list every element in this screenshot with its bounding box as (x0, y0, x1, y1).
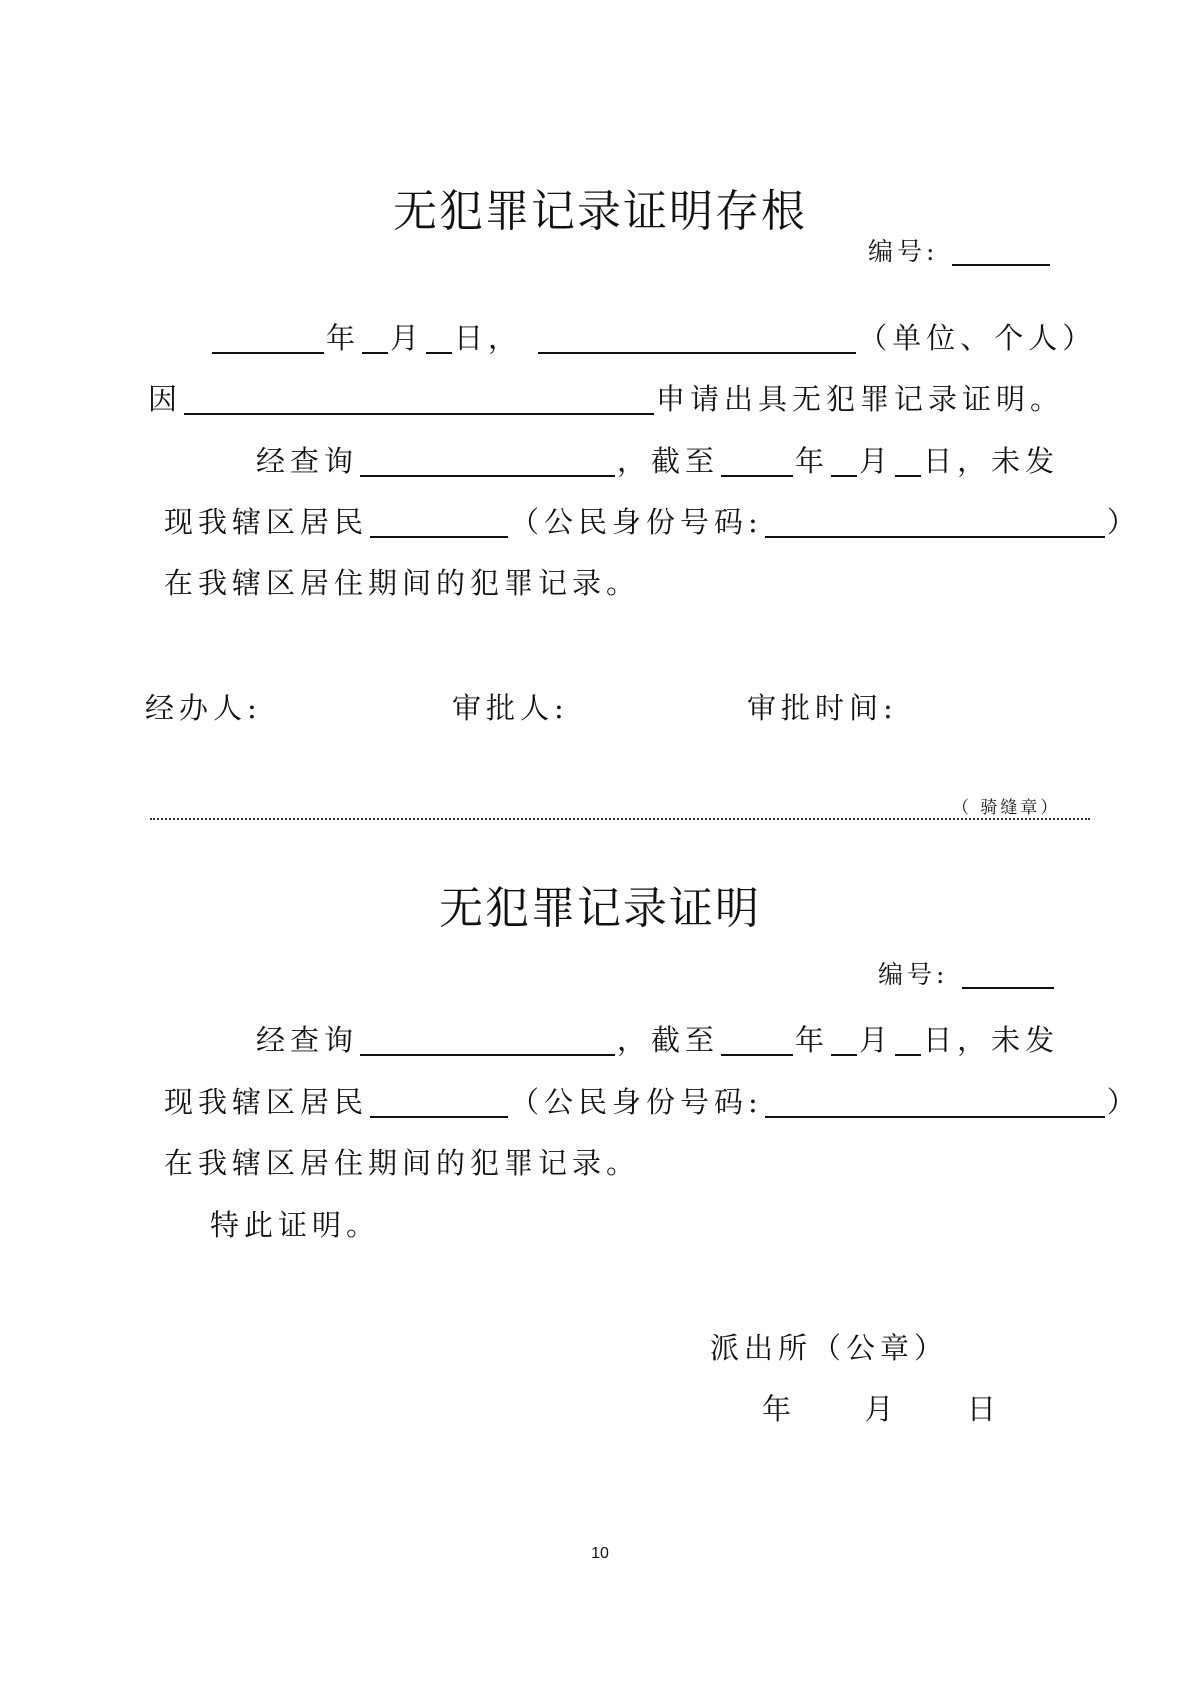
certificate-number-label: 编号: (878, 960, 949, 989)
stub-number-row (868, 232, 1052, 268)
stub-line-2 (148, 377, 1064, 418)
cert-cutoff-day-field[interactable] (895, 1024, 921, 1056)
certificate-title: 无犯罪记录证明 (439, 883, 761, 934)
stub-line-4 (164, 500, 1141, 541)
cert-inquiry-label: 经查询 (256, 1023, 359, 1057)
stub-number-label: 编号: (868, 237, 939, 266)
cert-resident-name-field[interactable] (370, 1086, 508, 1118)
cert-cutoff-month-field[interactable] (831, 1024, 857, 1056)
page-number: 10 (591, 1545, 609, 1562)
stub-applicant-type: （单位、个人） (858, 321, 1097, 355)
certificate-number-row (878, 955, 1056, 991)
stub-cutoff-month-field[interactable] (831, 445, 857, 477)
stub-applicant-field[interactable] (538, 322, 856, 354)
cert-cutoff-year-label: 年 (795, 1023, 830, 1057)
stub-cutoff-day-label: 日，未发 (923, 444, 1060, 478)
issue-day-label: 日 (966, 1392, 1001, 1426)
issue-year-label: 年 (762, 1392, 797, 1426)
stub-cutoff-label: ，截至 (617, 444, 720, 478)
cert-cutoff-label: ，截至 (617, 1023, 720, 1057)
seal-note: （ 骑缝章） (952, 798, 1061, 818)
cert-cutoff-month-label: 月 (859, 1023, 894, 1057)
stub-day-label: 日， (454, 321, 523, 355)
stub-cutoff-year-label: 年 (795, 444, 830, 478)
stub-cutoff-year-field[interactable] (721, 445, 793, 477)
stub-resident-label: 现我辖区居民 (164, 505, 369, 539)
cert-resident-label: 现我辖区居民 (164, 1085, 369, 1119)
stub-approver-label: 审批人: (452, 691, 569, 725)
stub-line-5: 在我辖区居住期间的犯罪记录。 (164, 566, 641, 600)
cert-id-close: ） (1106, 1085, 1141, 1119)
stub-day-field[interactable] (426, 322, 452, 354)
stub-resident-name-field[interactable] (370, 506, 508, 538)
stub-year-label: 年 (326, 321, 361, 355)
issue-month-label: 月 (864, 1392, 899, 1426)
certificate-line-4: 特此证明。 (210, 1208, 381, 1242)
stub-approval-time-label: 审批时间: (747, 691, 898, 725)
stub-handler-label: 经办人: (145, 691, 262, 725)
stub-reason-field[interactable] (184, 383, 654, 415)
stub-id-close: ） (1106, 505, 1141, 539)
stub-id-label: （公民身份号码: (510, 505, 763, 539)
cert-cutoff-year-field[interactable] (721, 1024, 793, 1056)
stub-reason-suffix: 申请出具无犯罪记录证明。 (656, 382, 1065, 416)
perforation-line (150, 818, 1090, 820)
stub-cutoff-day-field[interactable] (895, 445, 921, 477)
certificate-line-3: 在我辖区居住期间的犯罪记录。 (164, 1146, 641, 1180)
stub-number-field[interactable] (952, 234, 1050, 266)
certificate-line-2 (164, 1080, 1141, 1121)
stub-inquiry-label: 经查询 (256, 444, 359, 478)
cert-id-label: （公民身份号码: (510, 1085, 763, 1119)
cert-cutoff-day-label: 日，未发 (923, 1023, 1060, 1057)
stub-line-1 (210, 316, 1096, 357)
stub-line-3 (256, 439, 1059, 480)
stub-year-field[interactable] (212, 322, 324, 354)
certificate-line-1 (256, 1018, 1059, 1059)
certificate-number-field[interactable] (962, 957, 1054, 989)
stub-cutoff-month-label: 月 (859, 444, 894, 478)
cert-id-field[interactable] (765, 1086, 1105, 1118)
issuer-label: 派出所（公章） (710, 1331, 949, 1365)
cert-inquiry-field[interactable] (360, 1024, 615, 1056)
stub-reason-prefix: 因 (148, 382, 183, 416)
issue-date-row (762, 1387, 1001, 1428)
stub-inquiry-field[interactable] (360, 445, 615, 477)
stub-id-field[interactable] (765, 506, 1105, 538)
stub-month-label: 月 (390, 321, 425, 355)
stub-month-field[interactable] (362, 322, 388, 354)
stub-title: 无犯罪记录证明存根 (393, 186, 807, 237)
